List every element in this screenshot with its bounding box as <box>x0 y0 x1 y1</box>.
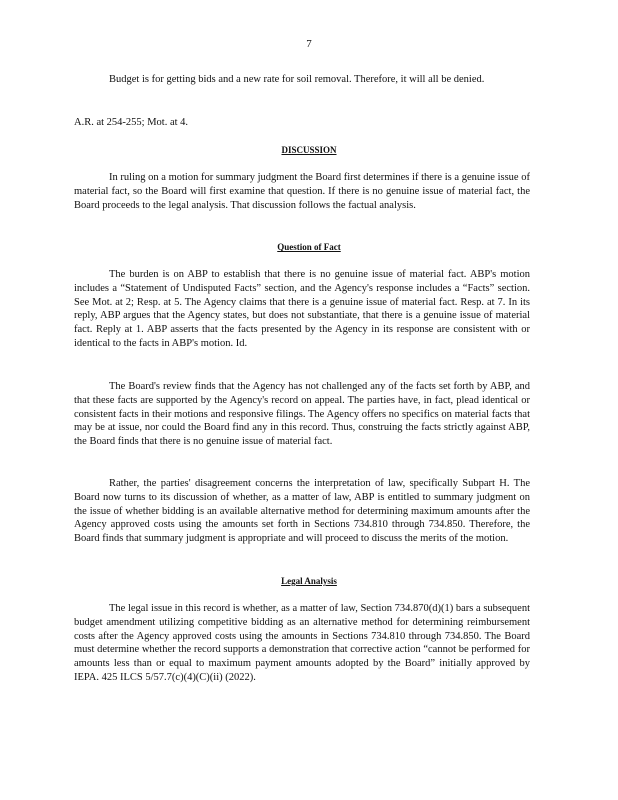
paragraph-disagreement: Rather, the parties' disagreement concerns the interpretation of law, specifically Subpart H. The Board now turns to its discussion of whether, as a matter of law, ABP is entitled to summary judgment on the issue of whether bidding is an available alternative method for determining maximum amounts after the Agency approved costs using the amounts set forth in Sections 734.810 through 734.850. Therefore, the Board finds that summary judgment is appropriate and will proceed to discuss the merits of the motion. <box>74 478 530 545</box>
heading-legal-analysis: Legal Analysis <box>281 576 337 586</box>
paragraph-burden: The burden is on ABP to establish that there is no genuine issue of material fact. ABP's motion includes a “Statement of Undisputed Facts” section, and the Agency's response includes a “Facts” section. See Mot. at 2; Resp. at 5. The Agency claims that there is a genuine issue of material fact. Resp. at 7. In its reply, ABP argues that the Agency states, but does not substantiate, that there is a genuine issue of material fact. Reply at 1. ABP asserts that the facts presented by the Agency in its response are consistent with or identical to the facts in ABP's motion. Id. <box>74 269 530 349</box>
paragraph-intro: In ruling on a motion for summary judgment the Board first determines if there is a genuine issue of material fact, so the Board will first examine that question. If there is no genuine issue of material fact, the Board proceeds to the legal analysis. That discussion follows the factual analysis. <box>74 172 530 211</box>
page-number: 7 <box>306 38 312 50</box>
record-citation: A.R. at 254-255; Mot. at 4. <box>74 117 189 128</box>
quote-block: Budget is for getting bids and a new rate for soil removal. Therefore, it will all be denied. <box>109 74 485 85</box>
paragraph-legal-issue: The legal issue in this record is whether, as a matter of law, Section 734.870(d)(1) bars a subsequent budget amendment utilizing competitive bidding as an alternative method for determining reimbursement costs after the Agency approved costs using the amounts in Sections 734.810 through 734.850. The Board must determine whether the record supports a demonstration that corrective action “cannot be performed for amounts less than or equal to maximum payment amounts adopted by the Board” initially approved by IEPA. 425 ILCS 5/57.7(c)(4)(C)(ii) (2022). <box>74 603 530 683</box>
heading-discussion: DISCUSSION <box>281 145 337 155</box>
heading-question-of-fact: Question of Fact <box>277 242 341 252</box>
paragraph-board-review: The Board's review finds that the Agency has not challenged any of the facts set forth by ABP, and that these facts are supported by the Agency's record on appeal. The parties have, in fact, plead identical or consistent facts in their motions and responsive filings. The Agency offers no specifics on material facts that may be at issue, nor could the Board find any in this record. Thus, construing the facts strictly against ABP, the Board finds that there is no genuine issue of material fact. <box>74 381 530 448</box>
